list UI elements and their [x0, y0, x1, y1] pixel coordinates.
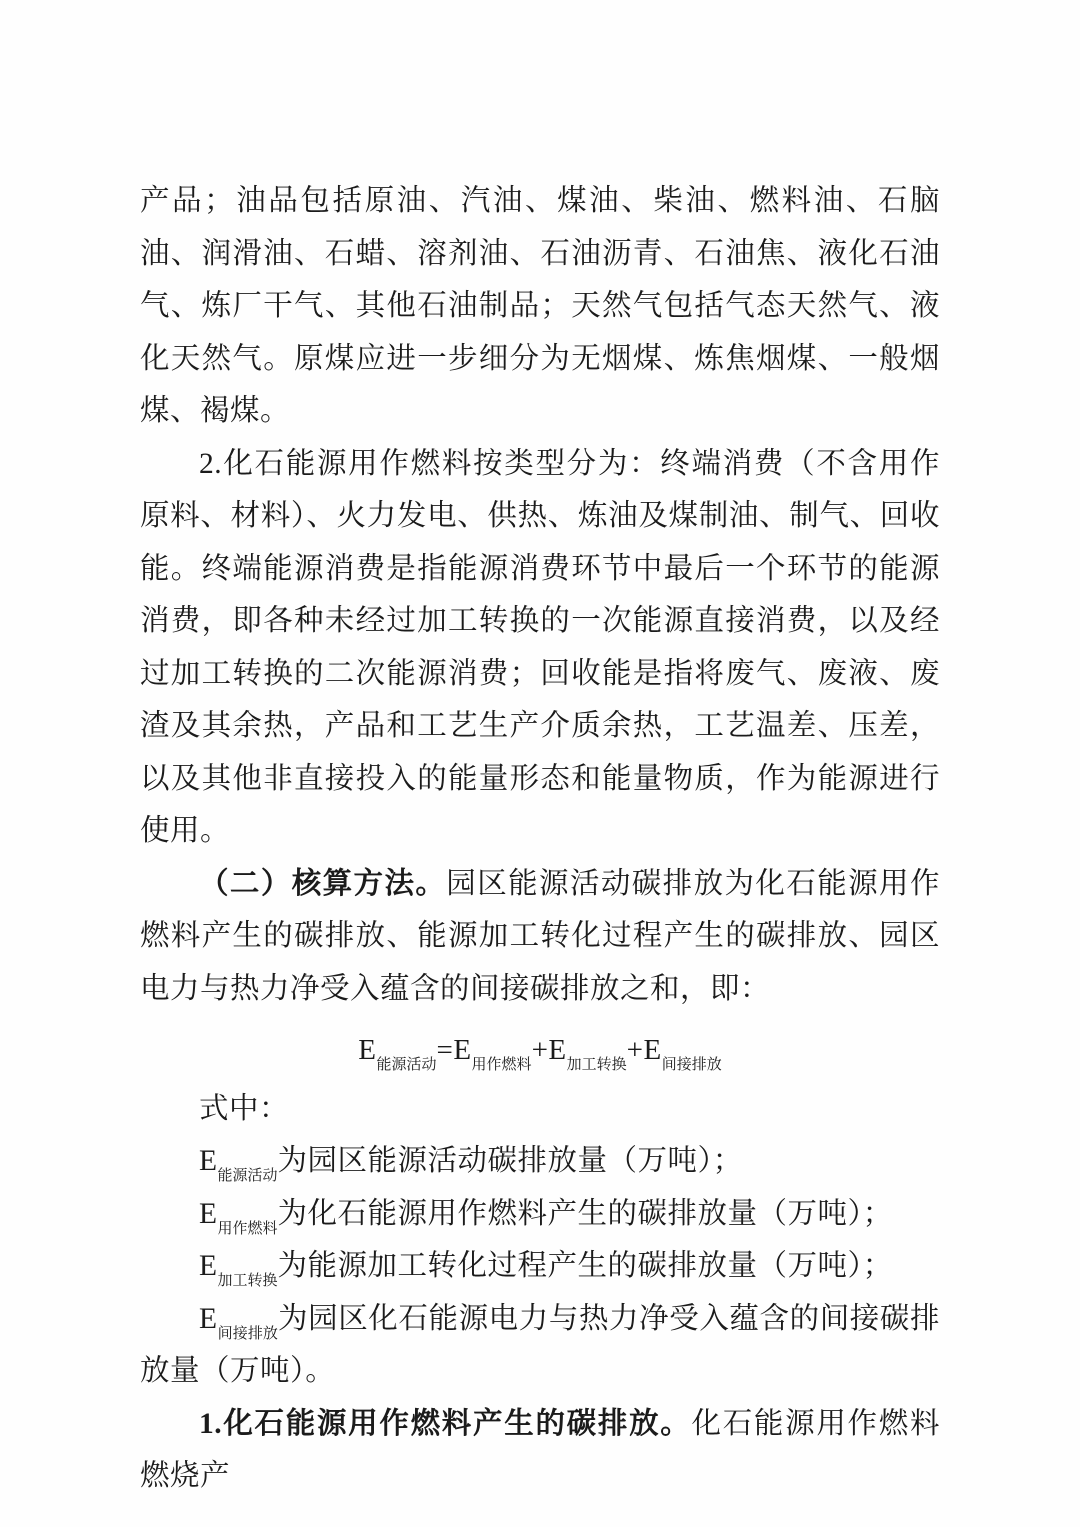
- definition-4-text: 为园区化石能源电力与热力净受入蕴含的间接碳排放量（万吨）。: [140, 1302, 940, 1388]
- formula-op-3: +: [626, 1034, 644, 1066]
- formula-term-4-sub: 间接排放: [661, 1056, 722, 1073]
- definition-3-text: 为能源加工转化过程产生的碳排放量（万吨）；: [277, 1250, 893, 1283]
- document-body: [140, 175, 940, 1503]
- formula-term-3-sub: 加工转换: [566, 1056, 627, 1073]
- definition-3-sub: 加工转换: [217, 1273, 278, 1289]
- formula-term-4-base: E: [643, 1034, 662, 1066]
- formula-term-1-sub: 能源活动: [376, 1056, 437, 1073]
- definition-1-sub: 能源活动: [217, 1168, 278, 1184]
- paragraph-fossil-fuel-types: 2.化石能源用作燃料按类型分为：终端消费（不含用作原料、材料）、火力发电、供热、炼油及煤制油、制气、回收能。终端能源消费是指能源消费环节中最后一个环节的能源消费，即各种未经过加工转换的一次能源直接消费，以及经过加工转换的二次能源消费；回收能是指将废气、废液、废渣及其余热，产品和工艺生产介质余热，工艺温差、压差，以及其他非直接投入的能量形态和能量物质，作为能源进行使用。: [140, 447, 940, 847]
- definition-4-sub: 间接排放: [217, 1325, 279, 1342]
- definition-fuel-use: [140, 1188, 940, 1241]
- formula-term-1-base: E: [358, 1034, 377, 1066]
- definition-3-base: E: [199, 1250, 218, 1283]
- formula-term-2-sub: 用作燃料: [471, 1056, 532, 1073]
- definition-energy-activity: [140, 1135, 940, 1188]
- paragraph-accounting-method-text: 园区能源活动碳排放为化石能源用作燃料产生的碳排放、能源加工转化过程产生的碳排放、园区电力与热力净受入蕴含的间接碳排放之和，即：: [140, 867, 940, 1005]
- paragraph-fuel-combustion: [140, 1398, 940, 1503]
- paragraph-fuel-combustion-text: 化石能源用作燃料燃烧产: [140, 1407, 940, 1493]
- formula-op-2: +: [531, 1034, 549, 1066]
- formula-term-3-base: E: [548, 1034, 567, 1066]
- paragraph-products: 产品；油品包括原油、汽油、煤油、柴油、燃料油、石脑油、润滑油、石蜡、溶剂油、石油沥青、石油焦、液化石油气、炼厂干气、其他石油制品；天然气包括气态天然气、液化天然气。原煤应进一步细分为无烟煤、炼焦烟煤、一般烟煤、褐煤。: [140, 185, 940, 427]
- definition-processing-conversion: [140, 1240, 940, 1293]
- formula-op-1: =: [436, 1034, 454, 1066]
- definition-1-base: E: [199, 1145, 218, 1178]
- definition-1-text: 为园区能源活动碳排放量（万吨）；: [277, 1145, 743, 1178]
- formula-term-2-base: E: [453, 1034, 472, 1066]
- heading-fuel-combustion: 1.化石能源用作燃料产生的碳排放。: [199, 1407, 692, 1440]
- where-label: 式中：: [199, 1092, 290, 1125]
- heading-accounting-method: （二）核算方法。: [199, 867, 447, 900]
- definition-2-sub: 用作燃料: [217, 1220, 278, 1237]
- formula-energy-activity: [140, 1025, 940, 1077]
- definition-indirect-emissions: [140, 1293, 940, 1398]
- definition-2-text: 为化石能源用作燃料产生的碳排放量（万吨）；: [277, 1197, 893, 1230]
- paragraph-accounting-method: [140, 858, 940, 1016]
- definition-2-base: E: [199, 1197, 218, 1230]
- definition-4-base: E: [199, 1302, 218, 1335]
